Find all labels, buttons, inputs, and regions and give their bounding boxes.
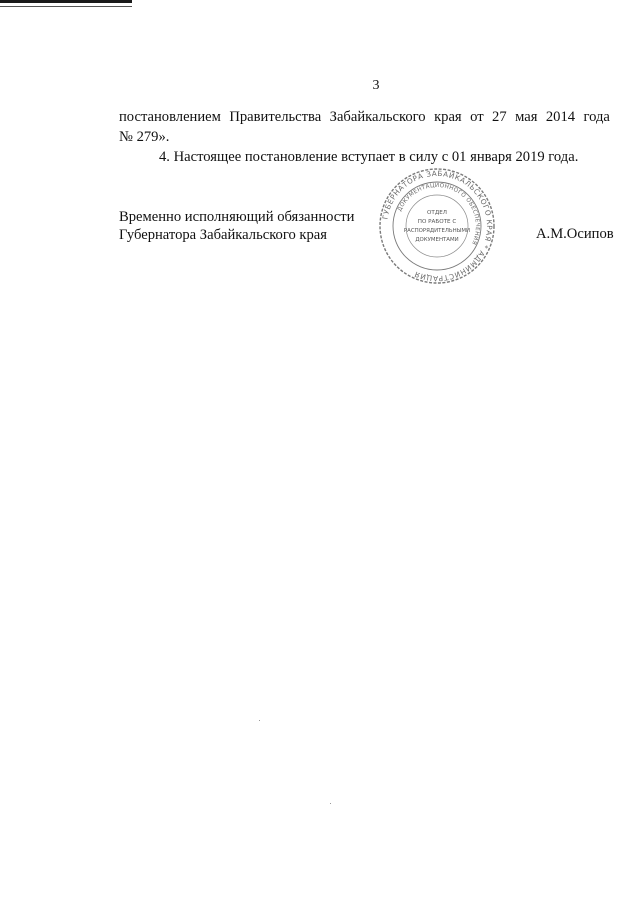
page-number: 3 — [372, 78, 380, 93]
word: края — [434, 109, 462, 125]
paragraph-line-1 — [119, 107, 610, 127]
official-stamp — [377, 166, 497, 286]
item-4-text: 4. Настоящее постановление вступает в силу с 01 января 2019 года. — [159, 149, 579, 165]
word: мая — [515, 109, 538, 125]
scan-speck — [259, 720, 260, 721]
word: Забайкальского — [329, 109, 426, 125]
word: от — [470, 109, 484, 125]
word: 27 — [492, 109, 507, 125]
paragraph-continuation — [119, 107, 610, 167]
word: года — [583, 109, 610, 125]
word: Правительства — [229, 109, 322, 125]
scan-edge-mark — [0, 0, 132, 3]
word: постановлением — [119, 109, 221, 125]
stamp-inner-ring-text: ДОКУМЕНТАЦИОННОГО ОБЕСПЕЧЕНИЯ — [397, 182, 481, 246]
signature-title-line-1: Временно исполняющий обязанности — [119, 209, 355, 225]
stamp-center-line-4: ДОКУМЕНТАМИ — [415, 237, 459, 243]
signatory-name: А.М.Осипов — [536, 226, 614, 242]
stamp-ring-text: ГУБЕРНАТОРА ЗАБАЙКАЛЬСКОГО КРАЯ * АДМИНИСТРАЦИЯ — [380, 168, 495, 284]
paragraph-line-2: № 279». — [119, 129, 170, 145]
scan-edge-mark-thin — [0, 6, 132, 7]
stamp-center-line-2: ПО РАБОТЕ С — [417, 219, 457, 225]
word: 2014 — [545, 109, 576, 125]
stamp-inner-ring — [403, 195, 471, 257]
stamp-center-line-3: РАСПОРЯДИТЕЛЬНЫМИ — [403, 228, 471, 234]
signature-title-line-2: Губернатора Забайкальского края — [119, 227, 327, 243]
stamp-center-line-1: ОТДЕЛ — [427, 210, 447, 216]
scan-speck — [330, 803, 331, 804]
signature-title — [119, 208, 354, 244]
